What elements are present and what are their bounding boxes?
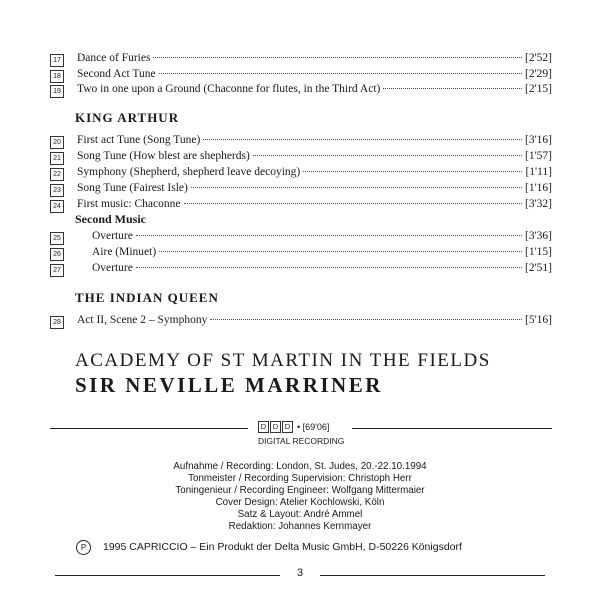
track-number: 28 — [50, 316, 64, 329]
ddd-letter: D — [270, 421, 281, 433]
dot-leader — [159, 72, 522, 74]
copyright-line — [76, 539, 462, 555]
ddd-letter: D — [258, 421, 269, 433]
ddd-letter: D — [282, 421, 293, 433]
footer-rule-left — [55, 575, 280, 576]
dot-leader — [159, 250, 522, 252]
track-title: Act II, Scene 2 – Symphony — [77, 314, 208, 326]
track-number: 18 — [50, 70, 64, 83]
section-heading-indian-queen: THE INDIAN QUEEN — [75, 290, 219, 305]
dot-leader — [210, 318, 522, 320]
credit-line: Cover Design: Atelier Kochlowski, Köln — [215, 497, 385, 508]
track-number: 20 — [50, 136, 64, 149]
dot-leader — [136, 234, 522, 236]
dot-leader — [203, 138, 522, 140]
phonogram-copyright-icon: P — [76, 540, 91, 555]
track-duration: [1'57] — [525, 150, 552, 162]
track-row — [50, 82, 552, 97]
track-row — [50, 261, 552, 276]
credit-line: Tonmeister / Recording Supervision: Christoph Herr — [188, 473, 412, 484]
track-row — [50, 181, 552, 196]
track-title: Symphony (Shepherd, shepherd leave decoying) — [77, 166, 301, 178]
credit-line: Satz & Layout: André Ammel — [237, 509, 363, 520]
track-row — [50, 149, 552, 164]
conductor-name: SIR NEVILLE MARRINER — [75, 373, 383, 397]
dot-leader — [253, 154, 522, 156]
track-duration: [2'52] — [525, 52, 552, 64]
divider-right — [352, 428, 552, 429]
track-number: 22 — [50, 168, 64, 181]
dot-leader — [153, 56, 522, 58]
track-title: First act Tune (Song Tune) — [77, 134, 201, 146]
track-duration: [2'29] — [525, 68, 552, 80]
subsection-heading-second-music: Second Music — [75, 212, 147, 226]
track-row — [50, 165, 552, 180]
dot-leader — [383, 87, 522, 89]
track-number: 26 — [50, 248, 64, 261]
track-duration: [5'16] — [525, 314, 552, 326]
dot-leader — [303, 170, 522, 172]
track-row — [50, 51, 552, 66]
digital-recording-label: DIGITAL RECORDING — [258, 436, 345, 446]
track-row — [50, 133, 552, 148]
dot-leader — [136, 266, 522, 268]
track-title: Dance of Furies — [77, 52, 151, 64]
track-duration: [3'36] — [525, 230, 552, 242]
track-row — [50, 229, 552, 244]
ddd-code-row — [258, 420, 329, 434]
track-title: Song Tune (How blest are shepherds) — [77, 150, 250, 162]
track-number: 17 — [50, 54, 64, 67]
track-title: Song Tune (Fairest Isle) — [77, 182, 188, 194]
footer-rule-right — [320, 575, 545, 576]
track-duration: [1'16] — [525, 182, 552, 194]
track-title: First music: Chaconne — [77, 198, 181, 210]
track-duration: [1'11] — [525, 166, 552, 178]
track-row — [50, 197, 552, 212]
track-title: Aire (Minuet) — [92, 246, 157, 258]
divider-left — [50, 428, 248, 429]
track-duration: [3'32] — [525, 198, 552, 210]
track-duration: [2'51] — [525, 262, 552, 274]
track-number: 23 — [50, 184, 64, 197]
dot-leader — [191, 186, 522, 188]
ensemble-name: ACADEMY OF ST MARTIN IN THE FIELDS — [75, 350, 491, 371]
track-row — [50, 245, 552, 260]
track-row — [50, 313, 552, 328]
track-duration: [3'16] — [525, 134, 552, 146]
track-row — [50, 67, 552, 82]
track-number: 19 — [50, 85, 64, 98]
ddd-code-icon — [258, 421, 294, 433]
track-duration: [1'15] — [525, 246, 552, 258]
track-number: 24 — [50, 200, 64, 213]
track-title: Overture — [92, 262, 133, 274]
page-number: 3 — [296, 567, 304, 579]
track-title: Two in one upon a Ground (Chaconne for flutes, in the Third Act) — [77, 83, 381, 95]
copyright-text: 1995 CAPRICCIO – Ein Produkt der Delta Music GmbH, D-50226 Königsdorf — [103, 541, 462, 553]
track-duration: [2'15] — [525, 83, 552, 95]
track-number: 21 — [50, 152, 64, 165]
dot-leader — [184, 202, 523, 204]
track-number: 27 — [50, 264, 64, 277]
credit-line: Aufnahme / Recording: London, St. Judes, 20.-22.10.1994 — [173, 461, 427, 472]
total-time: • [69'06] — [297, 422, 330, 432]
track-title: Overture — [92, 230, 133, 242]
section-heading-king-arthur: KING ARTHUR — [75, 110, 180, 125]
credit-line: Redaktion: Johannes Kernmayer — [228, 521, 372, 532]
credit-line: Toningenieur / Recording Engineer: Wolfgang Mittermaier — [175, 485, 425, 496]
track-number: 25 — [50, 232, 64, 245]
track-title: Second Act Tune — [77, 68, 156, 80]
